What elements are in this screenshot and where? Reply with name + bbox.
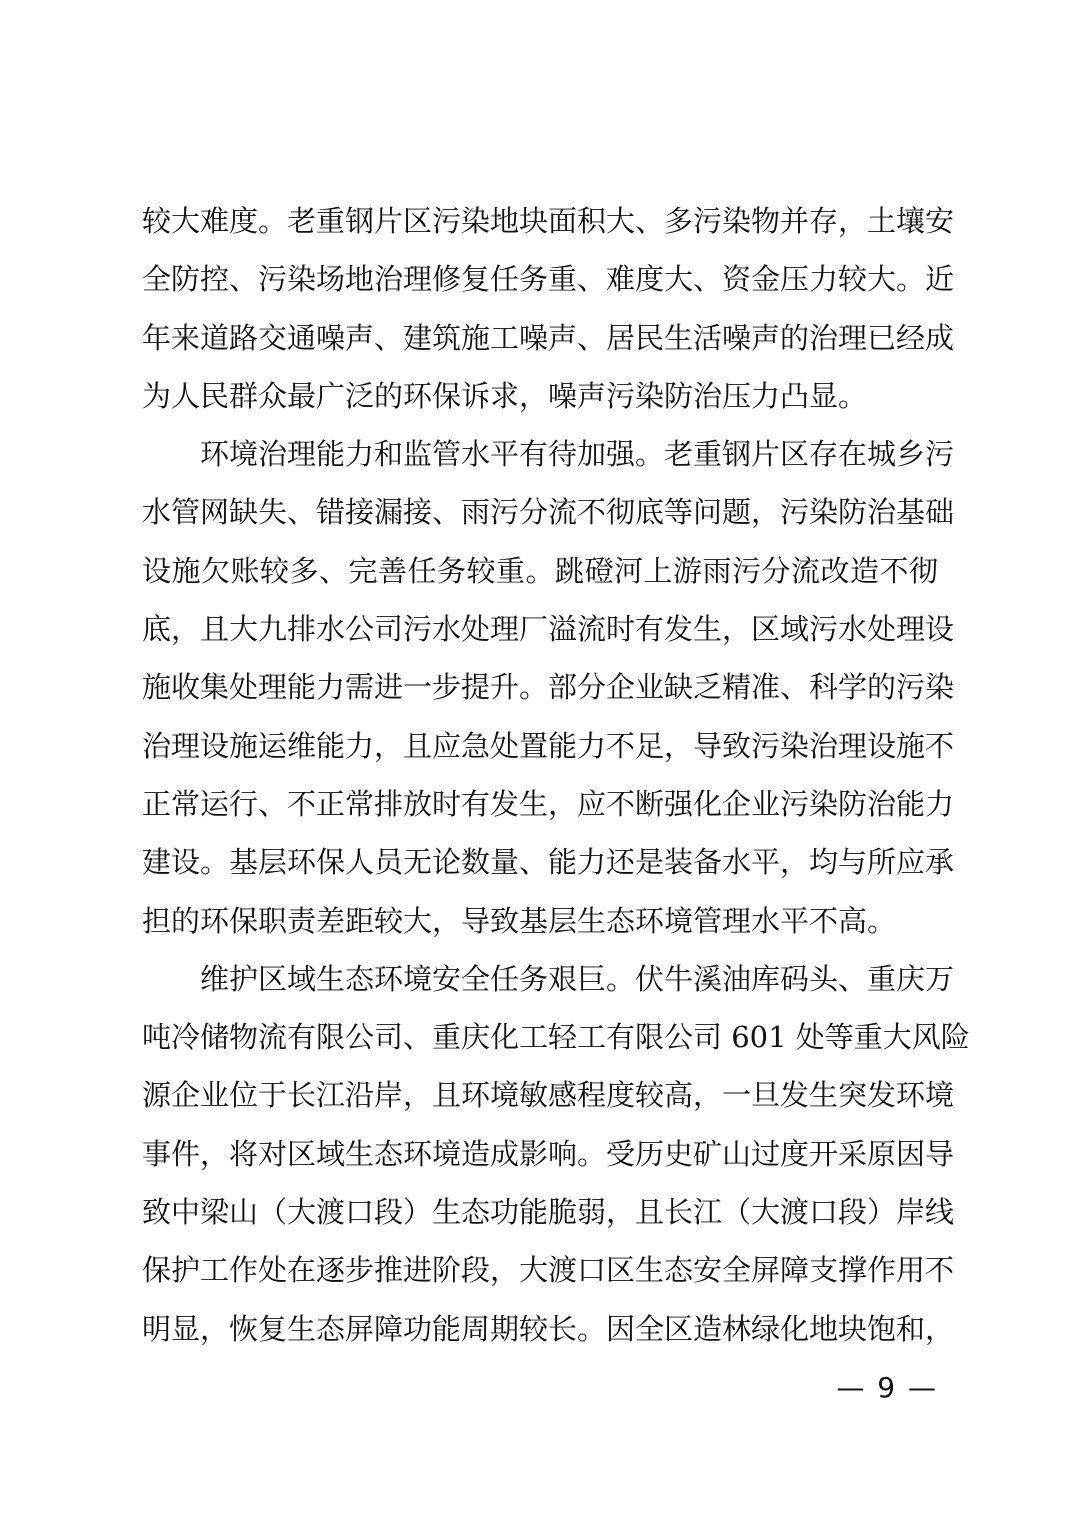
text-line: 事件，将对区域生态环境造成影响。受历史矿山过度开采原因导 <box>142 1136 955 1171</box>
text-line: 年来道路交通噪声、建筑施工噪声、居民生活噪声的治理已经成 <box>142 320 955 355</box>
text-line: 源企业位于长江沿岸，且环境敏感程度较高，一旦发生突发环境 <box>142 1078 955 1113</box>
text-line: 全防控、污染场地治理修复任务重、难度大、资金压力较大。近 <box>142 262 955 297</box>
text-line: 为人民群众最广泛的环保诉求，噪声污染防治压力凸显。 <box>142 378 868 413</box>
page-number: — 9 — <box>836 1371 938 1404</box>
text-line: 致中梁山（大渡口段）生态功能脆弱，且长江（大渡口段）岸线 <box>142 1195 955 1230</box>
text-line: 担的环保职责差距较大，导致基层生态环境管理水平不高。 <box>142 903 897 938</box>
text-line: 较大难度。老重钢片区污染地块面积大、多污染物并存，土壤安 <box>142 204 955 238</box>
paragraph-heading-line: 维护区域生态环境安全任务艰巨。伏牛溪油库码头、重庆万 <box>200 961 955 996</box>
text-line: 施收集处理能力需进一步提升。部分企业缺乏精准、科学的污染 <box>142 670 955 705</box>
document-body <box>142 192 970 1358</box>
text-line: 水管网缺失、错接漏接、雨污分流不彻底等问题，污染防治基础 <box>142 495 955 530</box>
text-line: 吨冷储物流有限公司、重庆化工轻工有限公司 601 处等重大风险 <box>142 1020 970 1055</box>
paragraph-heading-line: 环境治理能力和监管水平有待加强。老重钢片区存在城乡污 <box>200 437 955 472</box>
text-line: 建设。基层环保人员无论数量、能力还是装备水平，均与所应承 <box>142 845 955 880</box>
text-line: 底，且大九排水公司污水处理厂溢流时有发生，区域污水处理设 <box>142 612 955 647</box>
text-line: 正常运行、不正常排放时有发生，应不断强化企业污染防治能力 <box>142 786 955 821</box>
text-line: 保护工作处在逐步推进阶段，大渡口区生态安全屏障支撑作用不 <box>142 1253 955 1288</box>
text-line: 明显，恢复生态屏障功能周期较长。因全区造林绿化地块饱和， <box>142 1311 955 1346</box>
text-line: 设施欠账较多、完善任务较重。跳磴河上游雨污分流改造不彻 <box>142 553 938 588</box>
text-line: 治理设施运维能力，且应急处置能力不足，导致污染治理设施不 <box>142 728 955 763</box>
